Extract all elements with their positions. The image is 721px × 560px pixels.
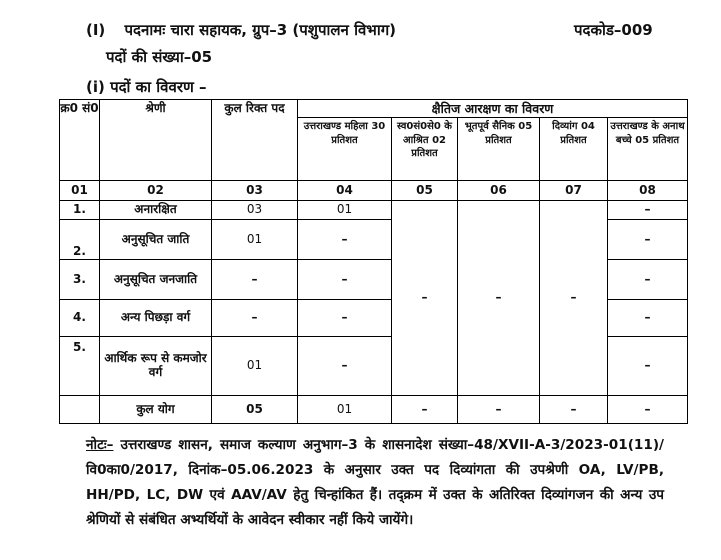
col-number: 02 — [100, 181, 212, 201]
row-total: 03 — [212, 201, 298, 220]
row-sno: 2. — [60, 220, 100, 260]
details-heading: (i) पदों का विवरण – — [86, 78, 207, 96]
header-sno: क्र0 सं0 — [60, 100, 100, 181]
row-women: – — [298, 300, 392, 337]
row-category: अनुसूचित जनजाति — [100, 260, 212, 300]
col-number: 01 — [60, 181, 100, 201]
column-number-row — [60, 181, 688, 201]
header-ex-servicemen: भूतपूर्व सैनिक 05 प्रतिशत — [458, 118, 540, 181]
col-number: 07 — [540, 181, 608, 201]
header-disabled: दिव्यांग 04 प्रतिशत — [540, 118, 608, 181]
row-sno: 5. — [60, 337, 100, 396]
col-number: 03 — [212, 181, 298, 201]
row-orphan: – — [608, 201, 688, 220]
row-total: – — [212, 260, 298, 300]
merged-dependents-dash: – — [392, 201, 458, 396]
post-code: पदकोड–009 — [574, 21, 653, 39]
row-category: अनारक्षित — [100, 201, 212, 220]
merged-ex-servicemen-dash: – — [458, 201, 540, 396]
row-category: आर्थिक रूप से कमजोर वर्ग — [100, 337, 212, 396]
total-label: कुल योग — [100, 396, 212, 424]
col-number: 08 — [608, 181, 688, 201]
total-row — [60, 396, 688, 424]
row-total: – — [212, 300, 298, 337]
total-disabled: – — [540, 396, 608, 424]
row-women: 01 — [298, 201, 392, 220]
col-number: 06 — [458, 181, 540, 201]
col-number: 04 — [298, 181, 392, 201]
header-orphan-children: उत्तराखण्ड के अनाथ बच्चे 05 प्रतिशत — [608, 118, 688, 181]
total-vacancies: 05 — [212, 396, 298, 424]
row-orphan: – — [608, 300, 688, 337]
vacancy-table — [59, 99, 688, 424]
total-orphan: – — [608, 396, 688, 424]
row-women: – — [298, 337, 392, 396]
header-women-30: उत्तराखण्ड महिला 30 प्रतिशत — [298, 118, 392, 181]
col-number: 05 — [392, 181, 458, 201]
header-freedom-fighter-dependents: स्व0सं0से0 के आश्रित 02 प्रतिशत — [392, 118, 458, 181]
post-title-line — [86, 20, 396, 40]
row-women: – — [298, 260, 392, 300]
post-number: (I) — [86, 21, 106, 39]
note-label: नोटः– — [86, 437, 114, 453]
post-name: पदनामः चारा सहायक, ग्रुप–3 (पशुपालन विभाग) — [124, 21, 397, 39]
header-total-vacancies: कुल रिक्त पद — [212, 100, 298, 181]
row-sno: 4. — [60, 300, 100, 337]
row-orphan: – — [608, 337, 688, 396]
merged-disabled-dash: – — [540, 201, 608, 396]
note-text: उत्तराखण्ड शासन, समाज कल्याण अनुभाग–3 के शासनादेश संख्या–48/XVII-A-3/2023-01(11)/वि0का0/2017, दिनांक–05.06.2023 के अनुसार उक्त पद दिव्यांगता की उपश्रेणी OA, LV/PB, HH/PD, LC, DW एवं AAV/AV हेतु चिन्हांकित हैं। तद्क्रम में उक्त के अतिरिक्त दिव्यांगजन की अन्य उप श्रेणियों से संबंधित अभ्यर्थियों के आवेदन स्वीकार नहीं किये जायेंगे। — [86, 437, 665, 528]
total-dependents: – — [392, 396, 458, 424]
note-paragraph — [86, 433, 664, 533]
table-row — [60, 201, 688, 220]
header-horizontal-reservation: क्षैतिज आरक्षण का विवरण — [298, 100, 688, 118]
total-ex-servicemen: – — [458, 396, 540, 424]
row-sno: 3. — [60, 260, 100, 300]
row-sno: 1. — [60, 201, 100, 220]
row-women: – — [298, 220, 392, 260]
row-total: 01 — [212, 337, 298, 396]
header-category: श्रेणी — [100, 100, 212, 181]
row-orphan: – — [608, 220, 688, 260]
row-orphan: – — [608, 260, 688, 300]
post-count: पदों की संख्या–05 — [106, 48, 213, 66]
row-category: अनुसूचित जाति — [100, 220, 212, 260]
total-women: 01 — [298, 396, 392, 424]
row-category: अन्य पिछड़ा वर्ग — [100, 300, 212, 337]
row-total: 01 — [212, 220, 298, 260]
